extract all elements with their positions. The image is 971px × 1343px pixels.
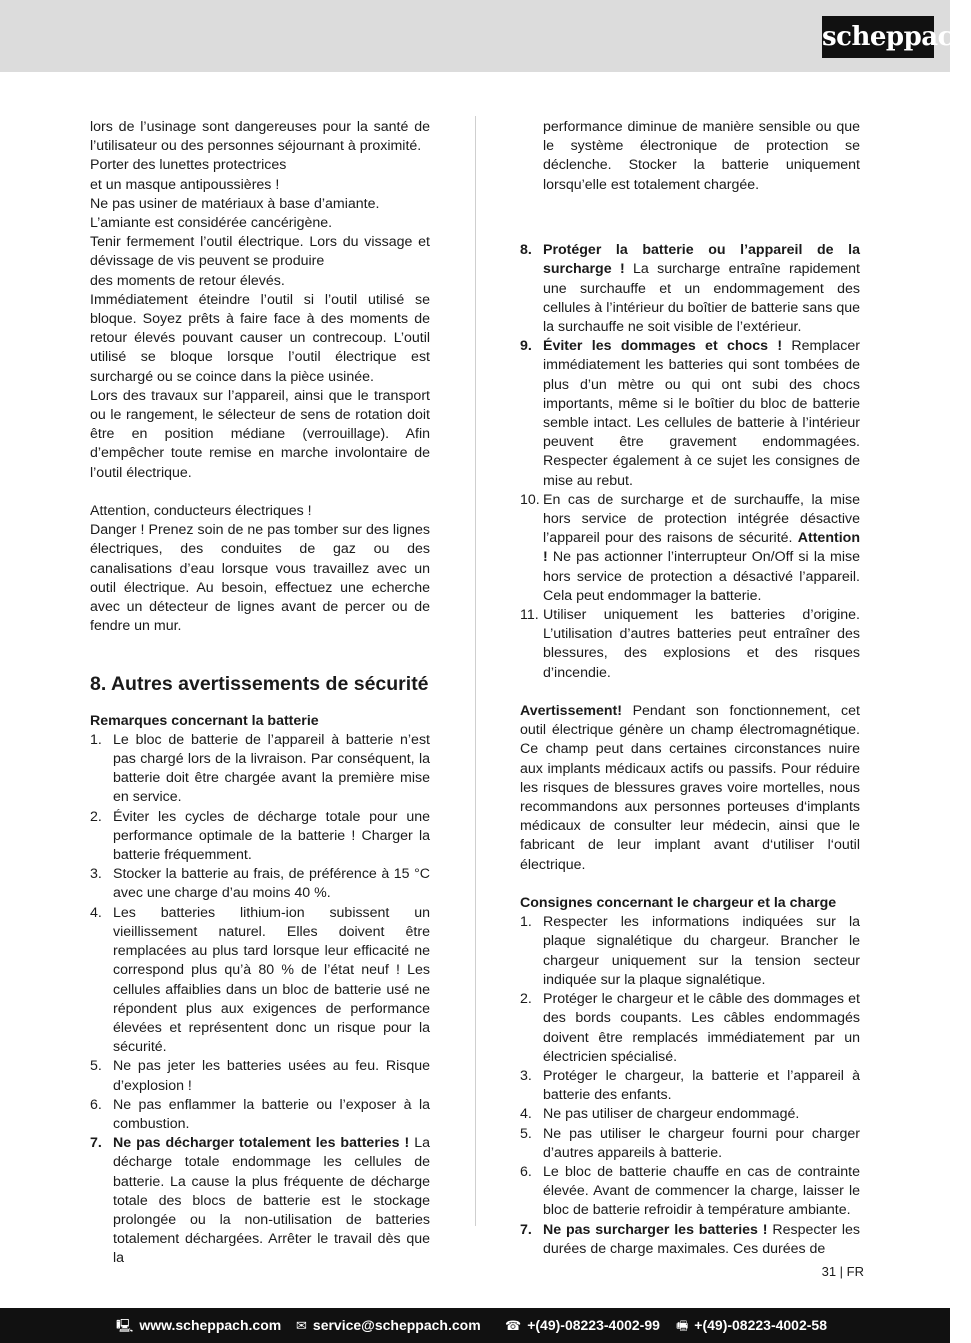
list-item: 7. Ne pas surcharger les batteries ! Respecter les durées de charge maximales. Ces durées de bbox=[520, 1221, 860, 1257]
phone-icon: ☎ bbox=[505, 1318, 522, 1333]
list-item: 6. Le bloc de batterie chauffe en cas de contrainte élevée. Avant de commencer la charge, laisser le bloc de batterie refroidir à température ambiante. bbox=[520, 1163, 860, 1219]
fax-icon: 🖷 bbox=[676, 1318, 689, 1333]
charger-list bbox=[520, 913, 860, 1259]
mail-icon: ✉ bbox=[296, 1318, 307, 1333]
list-item: 4. Les batteries lithium-ion subissent un vieillissement naturel. Elles doivent être remplacées au plus tard lorsque leur efficacité ne correspond plus qu’à 80 % de l’état neuf ! Les cellules affaiblies dans un bloc de batterie usé ne répondent plus aux exigences de performance élevées et représentent donc un risque pour la sécurité. bbox=[90, 904, 430, 1056]
list-item: 8. Protéger la batterie ou l’appareil de la surcharge ! La surcharge entraîne rapidement une surchauffe et un endommagement des cellules à l’intérieur du boîtier de batterie sans que la surchauffe ne soit visible de l’extérieur. bbox=[520, 242, 860, 336]
right-column bbox=[520, 118, 860, 1259]
paragraph: L’amiante est considérée cancérigène. bbox=[90, 215, 333, 232]
footer-phone[interactable]: ☎ +(49)-08223-4002-99 bbox=[505, 1317, 660, 1333]
footer-bar bbox=[0, 1308, 950, 1343]
list-item: 3. Protéger le chargeur, la batterie et l’appareil à batterie des enfants. bbox=[520, 1067, 860, 1104]
computer-icon: 🖳 bbox=[116, 1318, 134, 1333]
header-bar bbox=[0, 0, 971, 72]
list-item: 3. Stocker la batterie au frais, de préférence à 15 °C avec une charge d’au moins 40 %. bbox=[90, 866, 430, 902]
paragraph: performance diminue de manière sensible ou que le système électronique de protection se déclenche. Stocker la batterie uniquement lorsqu’elle est totalement chargée. bbox=[543, 119, 860, 193]
list-item: 2. Éviter les cycles de décharge totale pour une performance optimale de la batterie ! Charger la batterie fréquemment. bbox=[90, 808, 430, 864]
scheppach-logo: scheppach bbox=[822, 16, 934, 58]
list-item: 5. Ne pas utiliser le chargeur fourni pour charger d’autres appareils à batterie. bbox=[520, 1125, 860, 1161]
list-item: 1. Le bloc de batterie de l’appareil à batterie n’est pas chargé lors de la livraison. Par conséquent, la batterie doit être chargée avant la première mise en service. bbox=[90, 731, 430, 806]
list-item: 10. En cas de surcharge et de surchauffe, la mise hors service de protection intégrée désactive l’appareil pour des raisons de sécurité. Attention ! Ne pas actionner l’interrupteur On/Off si la mise hors service de protection a désactivé l’appareil. Cela peut endommager la batterie. bbox=[520, 491, 860, 604]
warning-paragraph: Avertissement! Pendant son fonctionnement, cet outil électrique génère un champ électromagnétique. Ce champ peut dans certaines circonstances nuire aux implants médicaux actifs ou passifs. Pour réduire les risques de blessures graves voire mortelles, nous recommandons aux personnes porteuses d‘implants médicaux de consulter leur médecin, ainsi que le fabricant de leur implant avant d‘utiliser l‘outil électrique. bbox=[520, 703, 860, 873]
battery-heading: Remarques concernant la batterie bbox=[90, 712, 319, 729]
paragraph: Lors des travaux sur l’appareil, ainsi que le transport ou le rangement, le sélecteur de sens de rotation doit être en position médiane (verrouillage). Afin d’empêcher toute remise en marche involontaire de l’outil électrique. bbox=[90, 387, 430, 481]
paragraph: Attention, conducteurs électriques ! bbox=[90, 503, 312, 520]
list-item: 9. Éviter les dommages et chocs ! Remplacer immédiatement les batteries qui sont tombées de plus d’un mètre ou qui ont subi des chocs importants, même si le boîtier du bloc de batterie semble intact. Les cellules de batterie à l’intérieur peuvent être gravement endommagées. Respecter également à ce sujet les consignes de mise au rebut. bbox=[520, 338, 860, 489]
paragraph: et un masque antipoussières ! bbox=[90, 176, 280, 193]
paragraph: lors de l’usinage sont dangereuses pour la santé de l’utilisateur ou des personnes séjournant à proximité. bbox=[90, 119, 430, 155]
paragraph: Immédiatement éteindre l’outil si l’outil utilisé se bloque. Soyez prêts à faire face à des moments de retour élevés pouvant causer un contrecoup. L’outil utilisé se bloque lorsque l’outil électrique est surchargé ou se coince dans la pièce usinée. bbox=[90, 291, 430, 385]
footer-email[interactable]: ✉ service@scheppach.com bbox=[296, 1317, 481, 1333]
paragraph: Danger ! Prenez soin de ne pas tomber sur des lignes électriques, des conduites de gaz ou des canalisations d’eau lorsque vous travaillez avec un outil électrique. Au besoin, effectuez une echerche avec un détecteur de lignes avant de percer ou de fendre un mur. bbox=[90, 522, 430, 635]
list-item: 1. Respecter les informations indiquées sur la plaque signalétique du chargeur. Brancher le chargeur uniquement sur la tension secteur indiquée sur la plaque signalétique. bbox=[520, 914, 860, 988]
list-item: 7. Ne pas décharger totalement les batteries ! La décharge totale endommage les cellules de batterie. La cause la plus fréquente de décharge totale des blocs de batterie est le stockage prolongée ou la non-utilisation de batteries totalement déchargées. Arrêter le travail dès que la bbox=[90, 1135, 430, 1267]
paragraph: Porter des lunettes protectrices bbox=[90, 157, 287, 174]
list-item: 5. Ne pas jeter les batteries usées au feu. Risque d’explosion ! bbox=[90, 1058, 430, 1094]
paragraph: des moments de retour élevés. bbox=[90, 272, 285, 289]
list-item: 11. Utiliser uniquement les batteries d’origine. L’utilisation d’autres batteries peut entraîner des blessures, des explosions et des risques d’incendie. bbox=[520, 607, 860, 681]
page-number: 31 | FR bbox=[821, 1264, 864, 1279]
footer-fax: 🖷 +(49)-08223-4002-58 bbox=[676, 1317, 827, 1339]
battery-list bbox=[90, 731, 430, 1269]
list-item: 4. Ne pas utiliser de chargeur endommagé. bbox=[520, 1106, 800, 1123]
left-column bbox=[90, 118, 430, 1269]
footer-website[interactable]: 🖳 www.scheppach.com bbox=[116, 1317, 281, 1339]
list-item: 2. Protéger le chargeur et le câble des dommages et des bords coupants. Les câbles endommagés doivent être remplacés immédiatement par un électricien spécialisé. bbox=[520, 991, 860, 1065]
column-divider bbox=[475, 116, 476, 1226]
section-title: 8. Autres avertissements de sécurité bbox=[90, 672, 429, 695]
battery-list-continued bbox=[520, 241, 860, 683]
paragraph: Ne pas usiner de matériaux à base d’amiante. bbox=[90, 195, 380, 212]
list-item: 6. Ne pas enflammer la batterie ou l’exposer à la combustion. bbox=[90, 1096, 430, 1132]
charger-heading: Consignes concernant le chargeur et la charge bbox=[520, 895, 837, 912]
warning-label: Avertissement! bbox=[520, 703, 622, 720]
paragraph: Tenir fermement l’outil électrique. Lors du vissage et dévissage de vis peuvent se produire bbox=[90, 234, 430, 270]
